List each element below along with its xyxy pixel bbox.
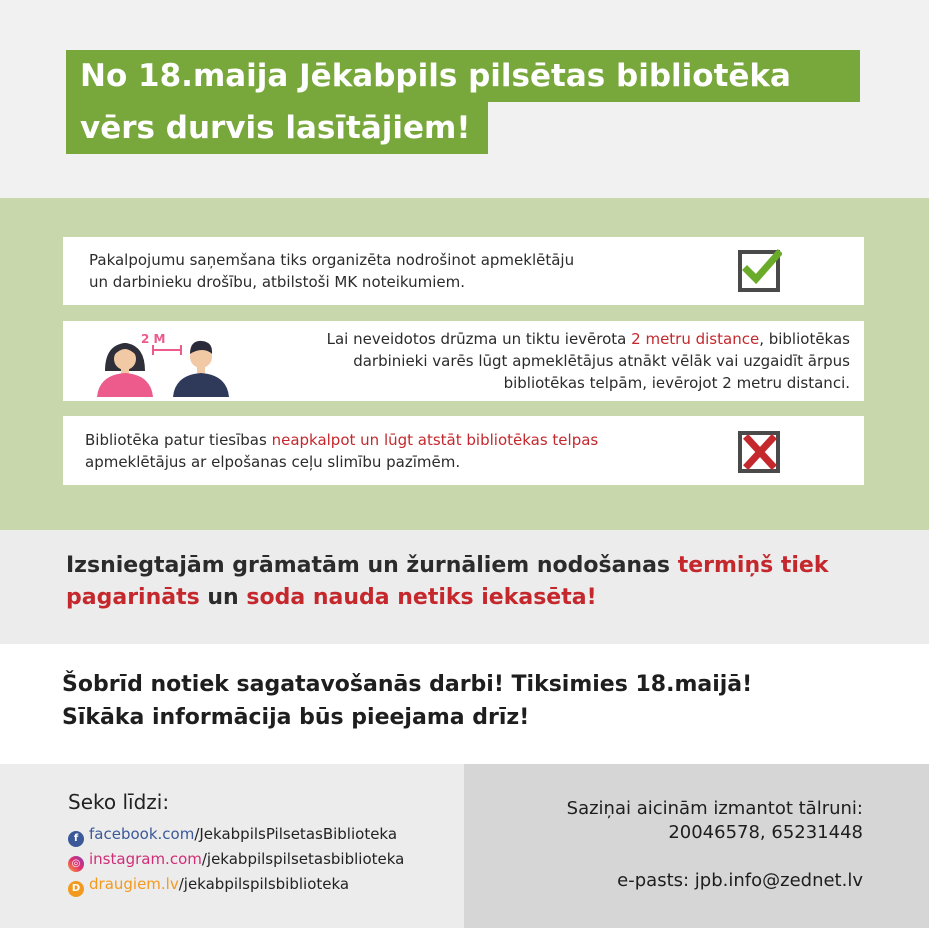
loan-notice-text <box>66 550 886 614</box>
contact-email[interactable]: e-pasts: jpb.info@zednet.lv <box>617 870 863 891</box>
status-line-1: Šobrīd notiek sagatavošanās darbi! Tiksimies 18.maijā! <box>62 672 753 697</box>
status-text <box>62 668 882 734</box>
social-section <box>0 764 464 928</box>
checkbox-cross-icon <box>738 429 782 473</box>
symptoms-highlight: neapkalpot un lūgt atstāt bibliotēkas telpas <box>271 431 599 449</box>
rule-card-safety <box>63 237 864 305</box>
rule-card-symptoms <box>63 416 864 485</box>
draugiem-domain: draugiem.lv <box>89 875 179 893</box>
loan-notice-no-fine: soda nauda netiks iekasēta! <box>246 585 597 610</box>
headline-line-1: No 18.maija Jēkabpils pilsētas bibliotēka <box>66 50 860 102</box>
facebook-icon: f <box>68 831 84 847</box>
distance-text-post: , bibliotēkas <box>759 330 850 348</box>
facebook-link[interactable] <box>68 825 397 847</box>
instagram-path: /jekabpilspilsetasbiblioteka <box>201 850 405 868</box>
distance-text-line-2: darbinieki varēs lūgt apmeklētājus atnākt vēlāk vai uzgaidīt ārpus <box>353 352 850 370</box>
contact-section <box>464 764 929 928</box>
rule-card-safety-text <box>89 249 689 293</box>
draugiem-link[interactable] <box>68 875 349 897</box>
rule-card-symptoms-text <box>85 429 725 473</box>
rule-card-safety-line-1: Pakalpojumu saņemšana tiks organizēta nodrošinot apmeklētāju <box>89 251 575 269</box>
facebook-path: /JekabpilsPilsetasBiblioteka <box>194 825 398 843</box>
contact-phone-label: Saziņai aicinām izmantot tālruni: <box>566 798 863 819</box>
status-line-2: Sīkāka informācija būs pieejama drīz! <box>62 705 530 730</box>
instagram-link[interactable] <box>68 850 404 872</box>
symptoms-text-line-2: apmeklētājus ar elpošanas ceļu slimību pazīmēm. <box>85 453 461 471</box>
rule-card-distance-text <box>250 328 850 394</box>
headline-line-2: vērs durvis lasītājiem! <box>66 102 488 154</box>
social-title: Seko līdzi: <box>68 790 170 814</box>
instagram-icon: ◎ <box>68 856 84 872</box>
loan-notice-section <box>0 530 929 644</box>
rule-card-safety-line-2: un darbinieku drošību, atbilstoši MK noteikumiem. <box>89 273 466 291</box>
headline <box>66 50 860 154</box>
loan-notice-pre: Izsniegtajām grāmatām un žurnāliem nodošanas <box>66 553 678 578</box>
distance-highlight: 2 metru distance <box>631 330 760 348</box>
loan-notice-extended: termiņš tiek pagarināts <box>66 553 829 610</box>
header-section <box>0 0 929 198</box>
facebook-domain: facebook.com <box>89 825 195 843</box>
contact-phones[interactable]: 20046578, 65231448 <box>668 822 863 843</box>
instagram-domain: instagram.com <box>89 850 202 868</box>
draugiem-path: /jekabpilspilsbiblioteka <box>178 875 350 893</box>
loan-notice-mid: un <box>199 585 247 610</box>
distance-label: 2 M <box>141 332 166 346</box>
status-section <box>0 644 929 764</box>
checkbox-check-icon <box>738 248 782 292</box>
symptoms-text-pre: Bibliotēka patur tiesības <box>85 431 272 449</box>
draugiem-icon: D <box>68 881 84 897</box>
rule-card-distance <box>63 321 864 401</box>
distance-text-pre: Lai neveidotos drūzma un tiktu ievērota <box>326 330 632 348</box>
distance-text-line-3: bibliotēkas telpām, ievērojot 2 metru distanci. <box>503 374 850 392</box>
